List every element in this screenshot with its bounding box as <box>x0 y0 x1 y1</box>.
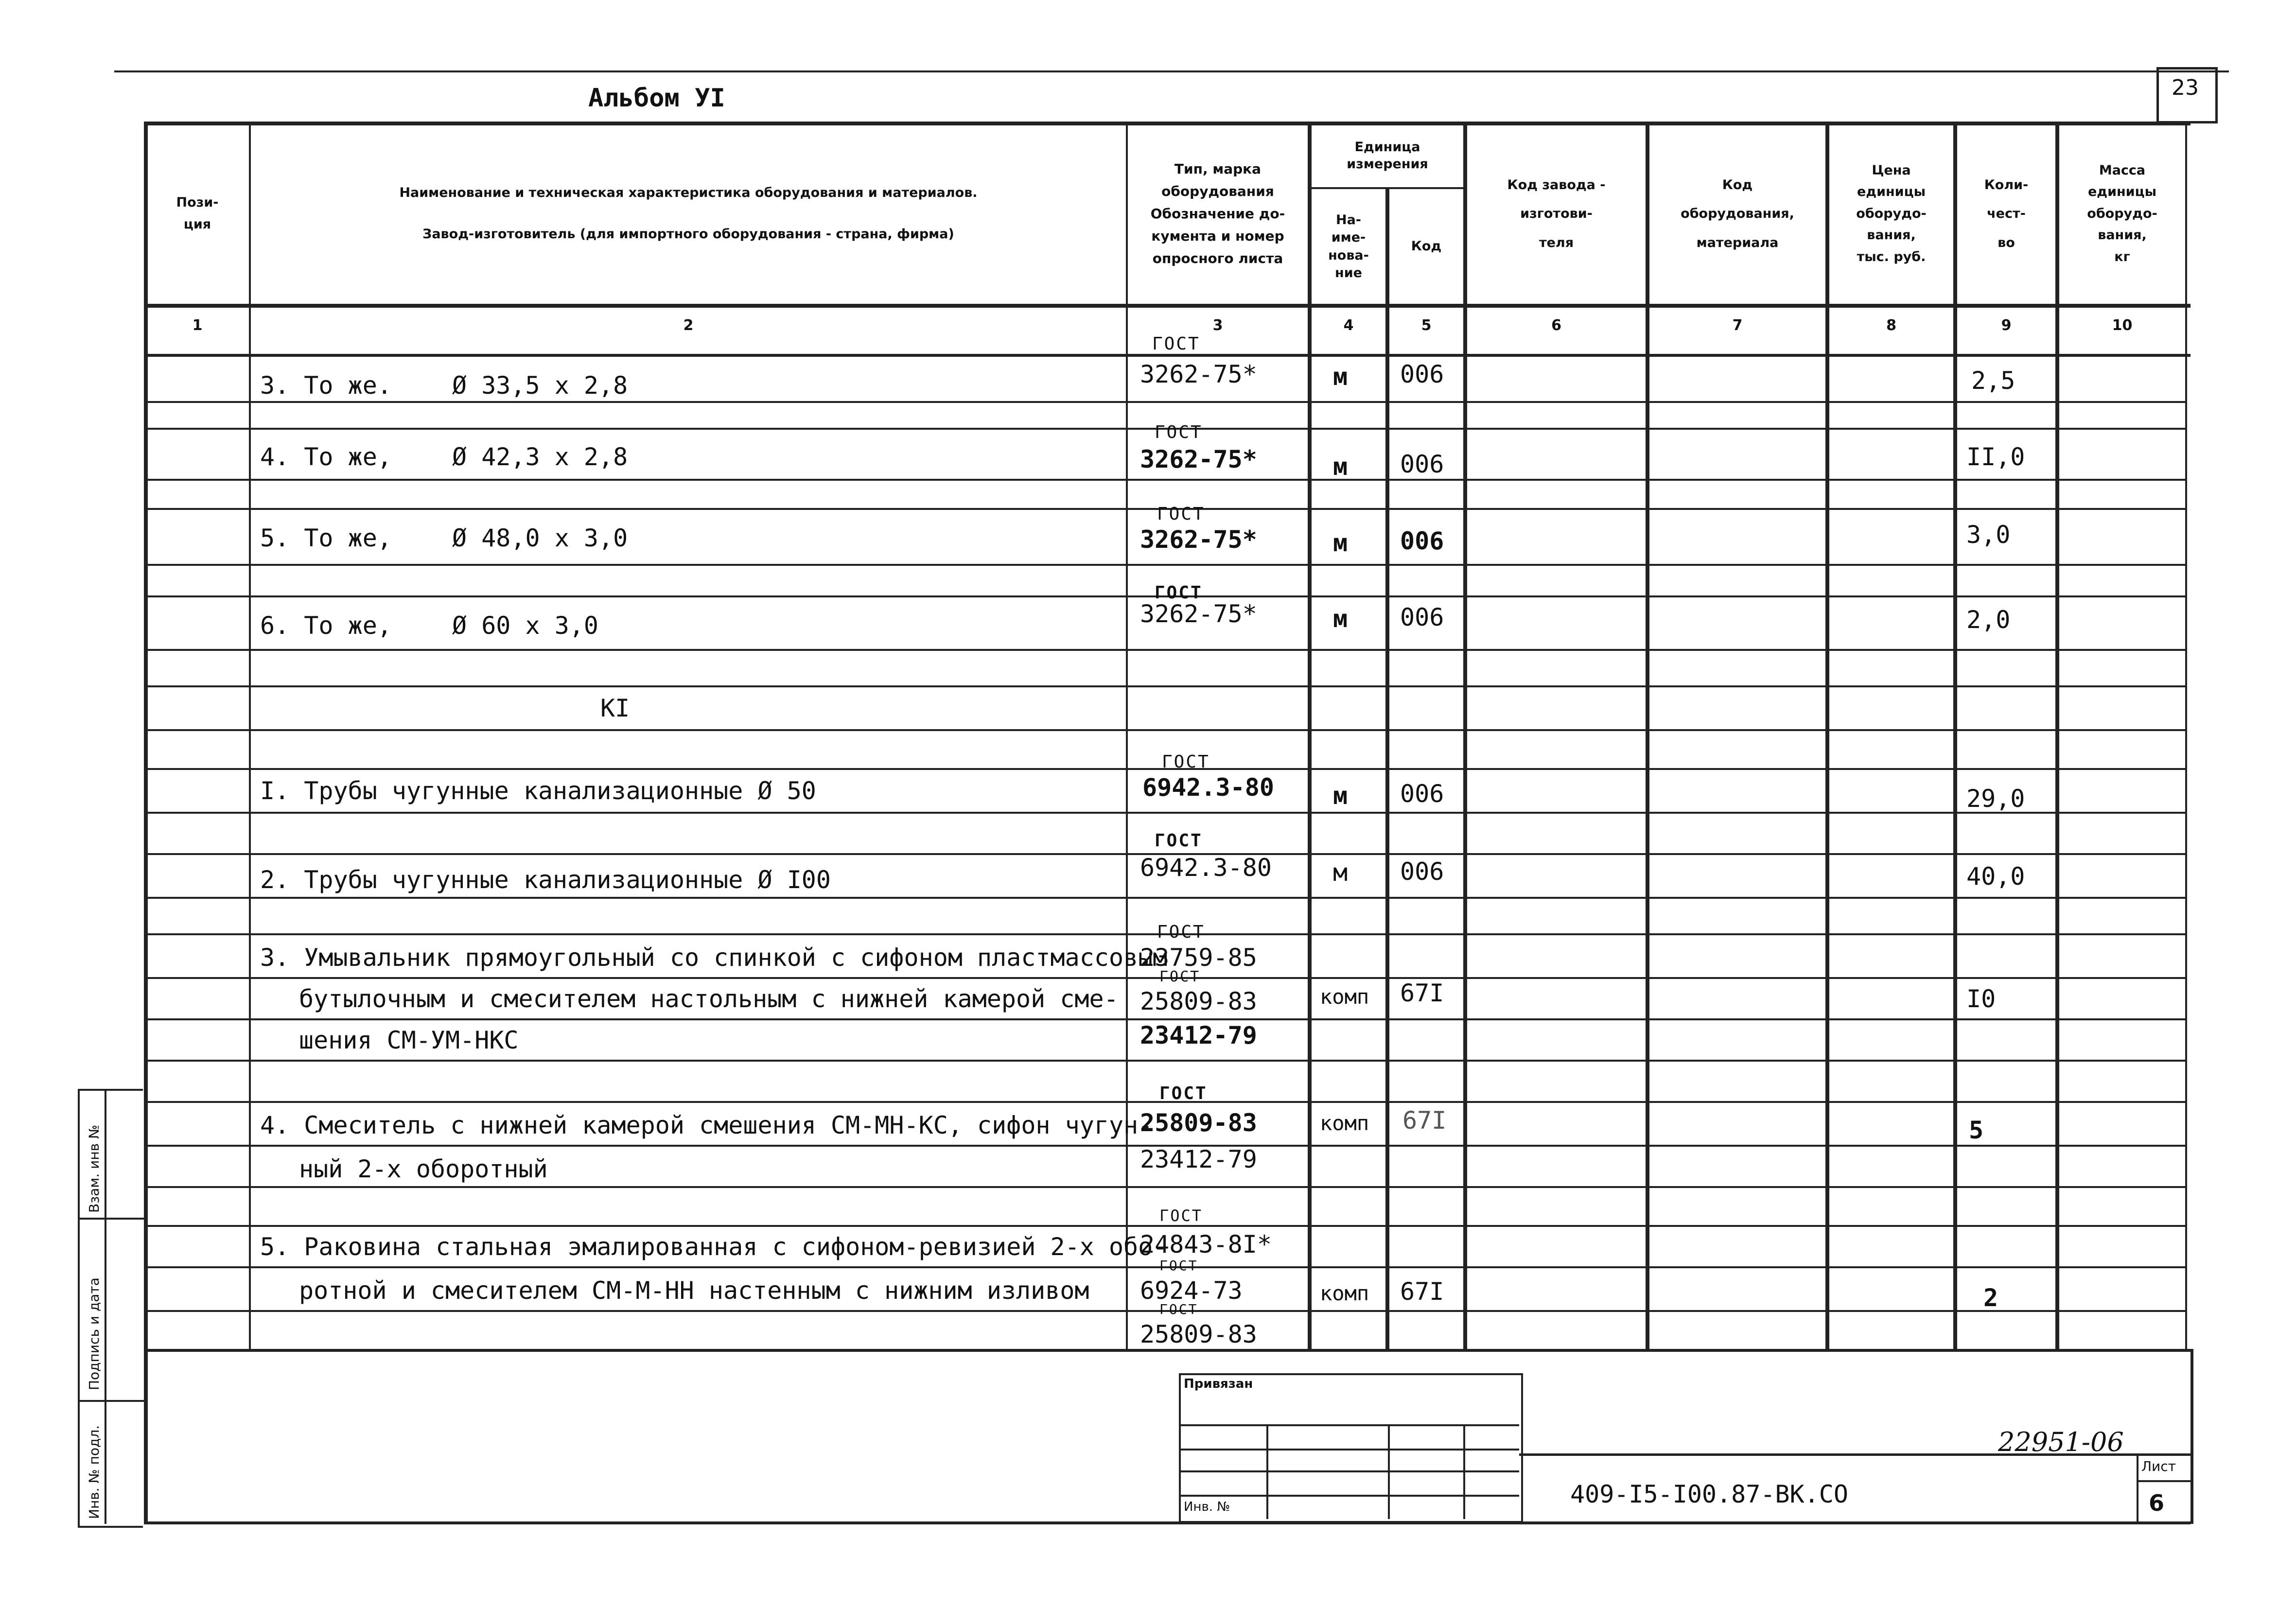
header-mass: Масса единицы оборудо- вания, кг <box>2087 162 2157 264</box>
header-name <box>251 124 1126 304</box>
col-number-2: 2 <box>683 317 694 334</box>
header-equipment-code: Код оборудования, материала <box>1681 177 1794 250</box>
sheet-number: 6 <box>2149 1490 2165 1516</box>
row-document: 3262-75* <box>1140 600 1257 628</box>
gost-label: ГОСТ <box>1159 1084 1208 1103</box>
row-name-line1: 4. Смеситель с нижней камерой смешения СМ-МН-КС, сифон чугун- <box>260 1111 1153 1139</box>
row-document: 3262-75* <box>1140 445 1257 473</box>
row-document: 6942.3-80 <box>1140 854 1272 882</box>
side-label-podpis: Подпись и дата <box>86 1277 102 1390</box>
side-label-inv-podl: Инв. № подл. <box>86 1425 102 1519</box>
row-quantity: II,0 <box>1966 443 2025 471</box>
row-quantity: 29,0 <box>1966 785 2025 813</box>
gost-label: ГОСТ <box>1155 422 1203 442</box>
col-number-9: 9 <box>2001 317 2012 334</box>
row-name-line3: шения СМ-УМ-НКС <box>299 1026 519 1054</box>
row-name: 6. То же, <box>260 612 392 640</box>
handwritten-number: 22951-06 <box>1998 1427 2124 1457</box>
gost-label: ГОСТ <box>1155 583 1203 603</box>
row-document: 6924-73 <box>1140 1276 1243 1305</box>
row-unit-code: 006 <box>1400 527 1444 555</box>
row-dimension: Ø 33,5 х 2,8 <box>452 371 628 400</box>
row-quantity: 5 <box>1969 1116 1984 1144</box>
row-unit: комп <box>1320 985 1369 1009</box>
row-unit: комп <box>1320 1111 1369 1135</box>
row-unit-code: 006 <box>1400 857 1444 886</box>
row-unit-code: 006 <box>1400 603 1444 631</box>
col-number-3: 3 <box>1212 317 1223 334</box>
row-document: 23412-79 <box>1140 1145 1257 1173</box>
gost-label: ГОСТ <box>1157 922 1205 942</box>
row-quantity: 3,0 <box>1966 521 2011 549</box>
document-code: 409-I5-I00.87-ВК.СО <box>1570 1480 1848 1508</box>
row-document: 23412-79 <box>1140 1021 1257 1049</box>
row-dimension: Ø 42,3 х 2,8 <box>452 443 628 471</box>
col-number-5: 5 <box>1421 317 1432 334</box>
col-number-6: 6 <box>1551 317 1561 334</box>
row-document: 3262-75* <box>1140 360 1257 388</box>
row-quantity: 2 <box>1983 1284 1998 1312</box>
col-number-10: 10 <box>2112 317 2133 334</box>
header-quantity: Коли- чест- во <box>1984 177 2029 250</box>
row-name-line2: ный 2-х оборотный <box>299 1155 548 1183</box>
row-unit-code: 67I <box>1402 1106 1447 1135</box>
header-name-line1: Наименование и техническая характеристика оборудования и материалов. <box>399 185 978 201</box>
row-document: 24843-8I* <box>1140 1230 1272 1258</box>
row-name: 4. То же, <box>260 443 392 471</box>
row-unit-code: 67I <box>1400 1277 1444 1306</box>
row-document: 6942.3-80 <box>1142 773 1274 802</box>
col-number-7: 7 <box>1732 317 1743 334</box>
row-unit: м <box>1333 605 1348 633</box>
col-number-8: 8 <box>1886 317 1896 334</box>
gost-label: ГОСТ <box>1159 1301 1198 1317</box>
row-unit: комп <box>1320 1281 1369 1305</box>
row-dimension: Ø 60 х 3,0 <box>452 612 599 640</box>
row-unit: м <box>1333 453 1348 481</box>
row-name-line2: бутылочным и смесителем настольным с нижней камерой сме- <box>299 985 1119 1013</box>
row-unit: м <box>1333 782 1348 810</box>
row-unit-code: 67I <box>1400 979 1444 1007</box>
row-quantity: 2,0 <box>1966 606 2011 634</box>
row-quantity: 2,5 <box>1971 367 2016 395</box>
sheet-label: Лист <box>2141 1458 2176 1474</box>
gost-label: ГОСТ <box>1159 1206 1203 1225</box>
section-heading: КI <box>600 694 630 722</box>
row-name: I. Трубы чугунные канализационные Ø 50 <box>260 777 816 805</box>
row-document: 25809-83 <box>1140 1109 1257 1137</box>
side-label-vzam: Взам. инв № <box>86 1124 102 1213</box>
row-name-line2: ротной и смесителем СМ-М-НН настенным с нижним изливом <box>299 1276 1089 1305</box>
row-name-line1: 5. Раковина стальная эмалированная с сифоном-ревизией 2-х обо- <box>260 1233 1168 1261</box>
gost-label: ГОСТ <box>1152 334 1200 354</box>
row-document: 25809-83 <box>1140 1320 1257 1348</box>
row-quantity: 40,0 <box>1966 862 2025 891</box>
row-name-line1: 3. Умывальник прямоугольный со спинкой с сифоном пластмассовым <box>260 944 1168 972</box>
col-number-1: 1 <box>192 317 203 334</box>
row-name: 2. Трубы чугунные канализационные Ø I00 <box>260 866 831 894</box>
row-document: 23759-85 <box>1140 944 1257 972</box>
header-unit-code: Код <box>1411 239 1442 254</box>
row-unit: м <box>1333 858 1348 887</box>
gost-label: ГОСТ <box>1155 831 1203 851</box>
header-factory-code: Код завода - изготови- теля <box>1507 177 1606 250</box>
privyazan-box <box>1179 1373 1523 1523</box>
header-type: Тип, марка оборудования Обозначение до- кумента и номер опросного листа <box>1150 160 1285 267</box>
gost-label: ГОСТ <box>1157 504 1205 524</box>
page-number: 23 <box>2172 75 2199 100</box>
gost-label: ГОСТ <box>1162 752 1210 772</box>
row-name: 3. То же. <box>260 371 392 400</box>
row-unit-code: 006 <box>1400 450 1444 478</box>
row-document: 3262-75* <box>1140 525 1257 554</box>
row-unit-code: 006 <box>1400 360 1444 388</box>
row-dimension: Ø 48,0 х 3,0 <box>452 524 628 552</box>
inv-no-label: Инв. № <box>1184 1500 1230 1514</box>
row-quantity: I0 <box>1966 985 1996 1013</box>
album-title: Альбом УI <box>588 84 725 113</box>
header-unit-group: Единица измерения <box>1347 139 1428 172</box>
header-unit-name: На- име- нова- ние <box>1328 212 1369 280</box>
header-name-line2: Завод-изготовитель (для импортного оборудования - страна, фирма) <box>422 227 954 242</box>
header-position: Пози- ция <box>176 195 219 232</box>
gost-label: ГОСТ <box>1159 1258 1198 1274</box>
row-unit: м <box>1333 363 1348 391</box>
row-name: 5. То же, <box>260 524 392 552</box>
col-number-4: 4 <box>1343 317 1354 334</box>
row-document: 25809-83 <box>1140 987 1257 1015</box>
row-unit: м <box>1333 529 1348 557</box>
gost-label: ГОСТ <box>1159 968 1201 985</box>
row-unit-code: 006 <box>1400 780 1444 808</box>
header-price: Цена единицы оборудо- вания, тыс. руб. <box>1856 162 1927 264</box>
privyazan-label: Привязан <box>1184 1377 1253 1391</box>
